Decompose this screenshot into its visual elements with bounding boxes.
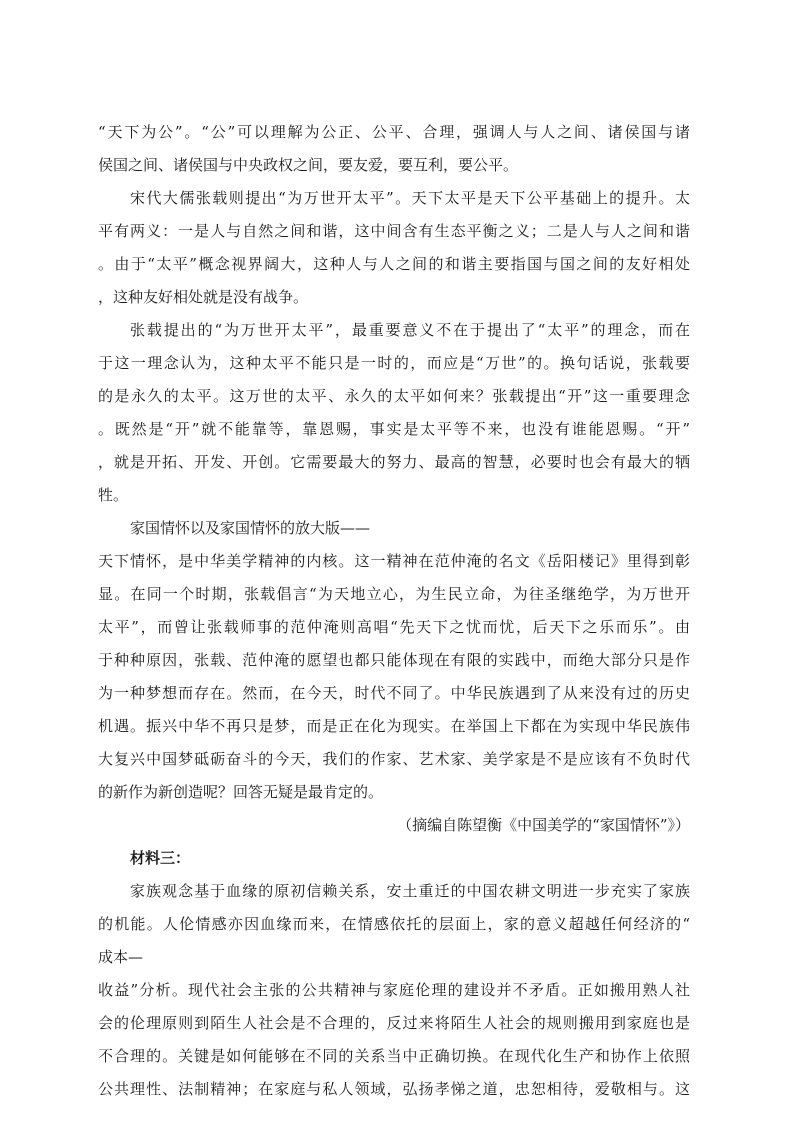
text-line: 收益”分析。现代社会主张的公共精神与家庭伦理的建设并不矛盾。正如搬用熟人社: [98, 981, 690, 999]
text-line: 天下情怀，是中华美学精神的内核。这一精神在范仲淹的名文《岳阳楼记》里得到彰: [98, 552, 690, 570]
text-line: 的是永久的太平。这万世的太平、永久的太平如何来？张载提出“开”这一重要理念: [98, 387, 690, 405]
text-line: 公共理性、法制精神；在家庭与私人领域，弘扬孝悌之道，忠恕相待，爱敬相与。这: [98, 1080, 690, 1098]
text-line: 家国情怀以及家国情怀的放大版——: [130, 519, 371, 537]
text-line: 于种种原因，张载、范仲淹的愿望也都只能体现在有限的实践中，而绝大部分只是作: [98, 651, 690, 669]
text-line: 张载提出的“为万世开太平”，最重要意义不在于提出了“太平”的理念，而在: [130, 321, 690, 339]
text-line: 平有两义：一是人与自然之间和谐，这中间含有生态平衡之义；二是人与人之间和谐: [98, 222, 690, 240]
text-line: 会的伦理原则到陌生人社会是不合理的，反过来将陌生人社会的规则搬用到家庭也是: [98, 1014, 690, 1032]
text-line: 牲。: [98, 486, 129, 504]
text-line: 不合理的。关键是如何能够在不同的关系当中正确切换。在现代化生产和协作上依照: [98, 1047, 690, 1065]
text-line: ，就是开拓、开发、开创。它需要最大的努力、最高的智慧，必要时也会有最大的牺: [98, 453, 690, 471]
section-heading: 材料三：: [130, 849, 191, 867]
text-line: 成本—: [98, 948, 144, 966]
text-line: “天下为公”。“公”可以理解为公正、公平、合理，强调人与人之间、诸侯国与诸: [98, 123, 690, 141]
text-line: 为一种梦想而存在。然而，在今天，时代不同了。中华民族遇到了从来没有过的历史: [98, 684, 690, 702]
text-line: 侯国之间、诸侯国与中央政权之间，要友爱，要互利，要公平。: [98, 156, 519, 174]
text-line: 显。在同一个时期，张载倡言“为天地立心，为生民立命，为往圣继绝学，为万世开: [98, 585, 690, 603]
text-line: 大复兴中国梦砥砺奋斗的今天，我们的作家、艺术家、美学家是不是应该有不负时代: [98, 750, 690, 768]
text-line: 。由于“太平”概念视界阔大，这种人与人之间的和谐主要指国与国之间的友好相处: [98, 255, 690, 273]
text-line: 机遇。振兴中华不再只是梦，而是正在化为现实。在举国上下都在为实现中华民族伟: [98, 717, 690, 735]
text-line: 宋代大儒张载则提出“为万世开太平”。天下太平是天下公平基础上的提升。太: [130, 189, 690, 207]
text-line: 于这一理念认为，这种太平不能只是一时的，而应是“万世”的。换句话说，张载要: [98, 354, 690, 372]
text-line: 家族观念基于血缘的原初信赖关系，安土重迁的中国农耕文明进一步充实了家族: [130, 882, 690, 900]
text-line: 太平”，而曾让张载师事的范仲淹则高唱“先天下之忧而忧，后天下之乐而乐”。由: [98, 618, 690, 636]
text-line: ，这种友好相处就是没有战争。: [98, 288, 309, 306]
text-line: 的新作为新创造呢？回答无疑是最肯定的。: [98, 783, 384, 801]
citation: （摘编自陈望衡《中国美学的“家国情怀”》）: [397, 816, 690, 834]
text-line: 。既然是“开”就不能靠等，靠恩赐，事实是太平等不来，也没有谁能恩赐。“开”: [98, 420, 690, 438]
text-line: 的机能。人伦情感亦因血缘而来，在情感依托的层面上，家的意义超越任何经济的“: [98, 915, 690, 933]
